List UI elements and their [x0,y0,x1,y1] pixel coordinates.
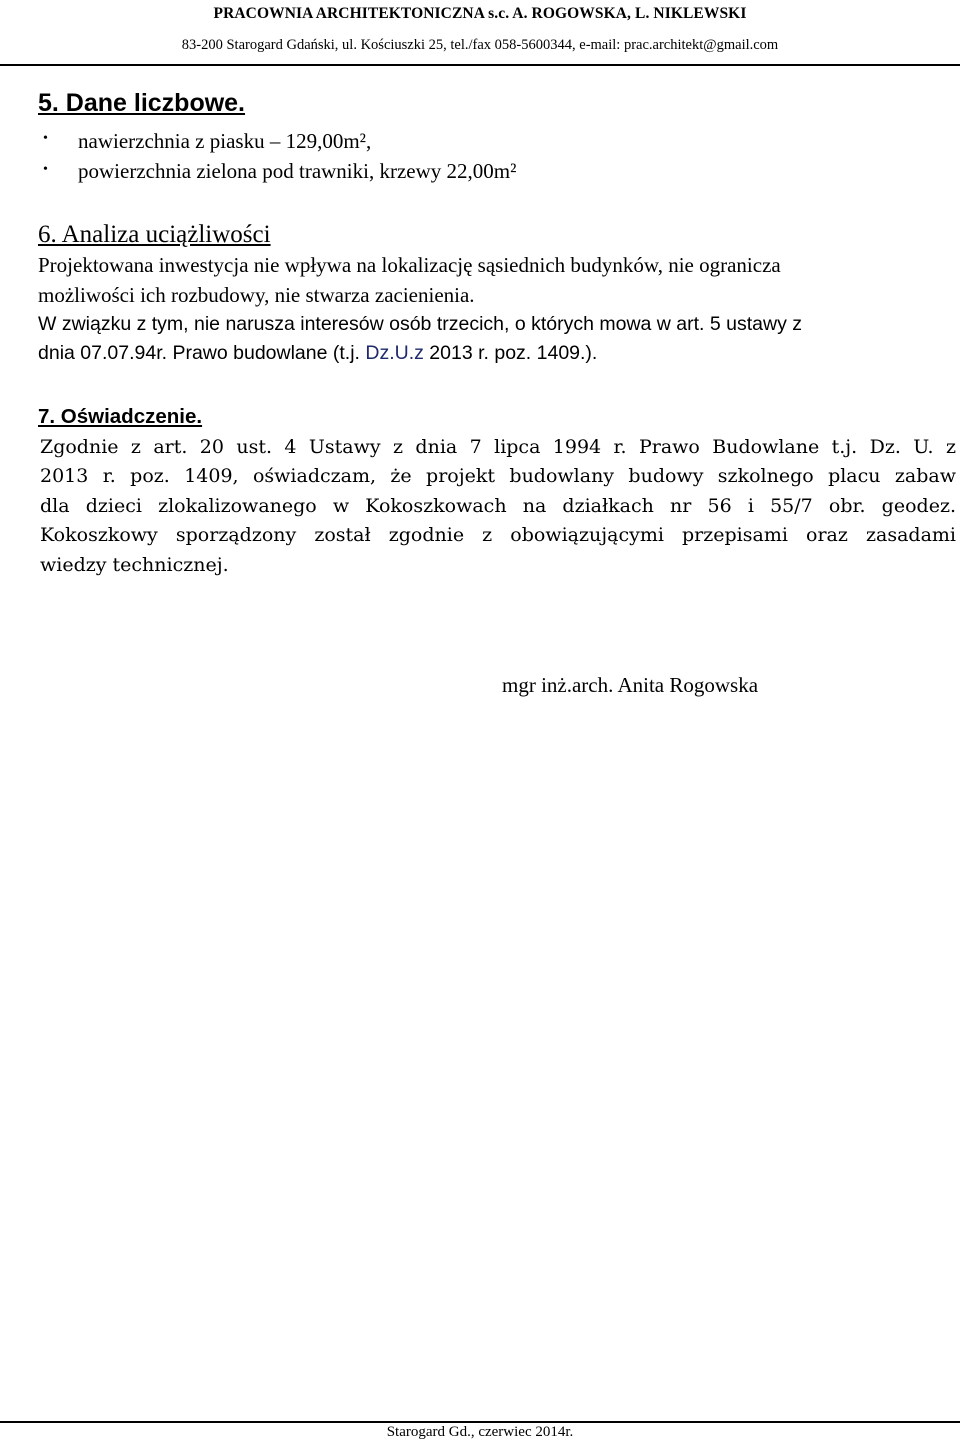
footer-divider [0,1421,960,1423]
list-item-sand-surface: nawierzchnia z piasku – 129,00m², [78,129,372,153]
statement-line-2: 2013 r. poz. 1409, oświadczam, że projekt budowlany budowy szkolnego placu zabaw [40,465,956,487]
statement-line-1: Zgodnie z art. 20 ust. 4 Ustawy z dnia 7 lipca 1994 r. Prawo Budowlane t.j. Dz. U. z [40,436,956,458]
bullet-icon: • [43,162,48,177]
statement-line-4: Kokoszkowy sporządzony został zgodnie z obowiązującymi przepisami oraz zasadami [40,524,956,546]
journal-reference: Dz.U.z [365,342,424,364]
section-5-heading: 5. Dane liczbowe. [38,89,246,117]
header-divider [0,64,960,66]
statement-line-3: dla dzieci zlokalizowanego w Kokoszkowach na działkach nr 56 i 55/7 obr. geodez. [40,495,956,517]
letterhead-title: PRACOWNIA ARCHITEKTONICZNA s.c. A. ROGOWSKA, L. NIKLEWSKI [213,5,747,22]
section-6-heading: 6. Analiza uciążliwości [38,221,271,248]
section-7-heading: 7. Oświadczenie. [38,405,203,428]
list-item-green-area: powierzchnia zielona pod trawniki, krzewy 22,00m² [78,159,517,183]
section-6-line-1: Projektowana inwestycja nie wpływa na lokalizację sąsiednich budynków, nie ogranicza [38,253,781,277]
footer-place-date: Starogard Gd., czerwiec 2014r. [386,1424,574,1440]
signature: mgr inż.arch. Anita Rogowska [502,673,759,697]
section-6-line-4-part-1: dnia 07.07.94r. Prawo budowlane (t.j. [38,342,366,364]
section-6-line-4-part-2: 2013 r. poz. 1409.). [423,342,598,364]
bullet-icon: • [43,131,48,146]
statement-line-5: wiedzy technicznej. [40,554,229,576]
section-6-line-3: W związku z tym, nie narusza interesów osób trzecich, o których mowa w art. 5 ustawy z [38,313,803,335]
letterhead-address: 83-200 Starogard Gdański, ul. Kościuszki 25, tel./fax 058-5600344, e-mail: prac.architekt@gmail.com [181,37,779,53]
section-6-line-4 [38,342,597,365]
section-6-line-2: możliwości ich rozbudowy, nie stwarza zacienienia. [38,283,475,307]
